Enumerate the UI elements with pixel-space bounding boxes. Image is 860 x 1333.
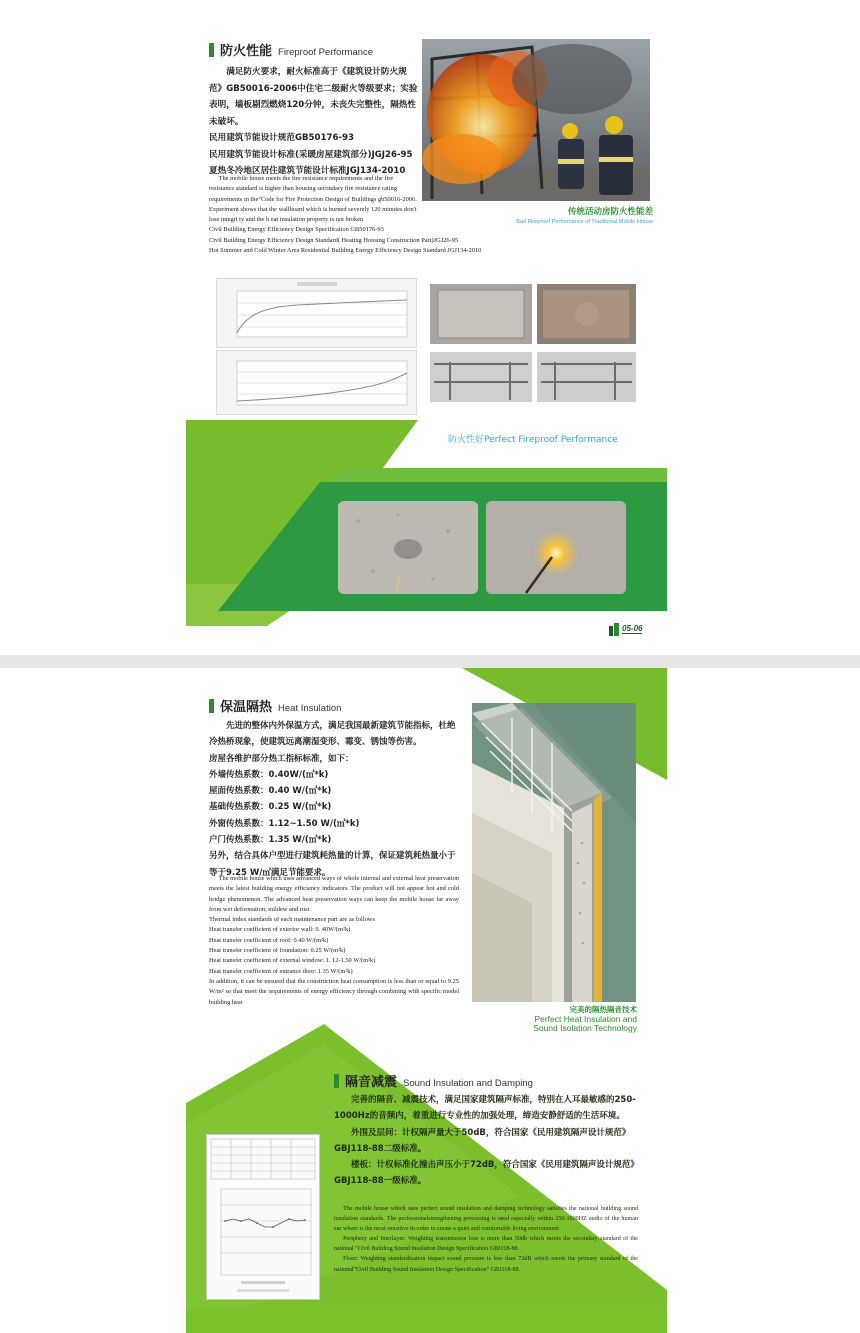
wall-flame-test-photo bbox=[486, 501, 626, 594]
heading-marker bbox=[334, 1074, 339, 1088]
zh-standard: 民用建筑节能设计规范GB50176-93 bbox=[209, 133, 354, 143]
fire-test-chart-1 bbox=[216, 278, 417, 348]
fireproof-zh-text bbox=[209, 64, 419, 180]
fire-test-chart-2 bbox=[216, 350, 417, 415]
building-logo-icon bbox=[608, 622, 620, 636]
zh-standard: 夏热冬冷地区居住建筑节能设计标准JGJ134-2010 bbox=[209, 166, 406, 176]
heading-en: Sound Insulation and Damping bbox=[403, 1078, 533, 1089]
zh-paragraph: 另外，结合具体户型进行建筑耗热量的计算，保证建筑耗热量小于等于9.25 W/㎡满足节能要求。 bbox=[209, 851, 456, 878]
zh-list-item: 外墙传热系数：0.40W/(㎡*k) bbox=[209, 769, 329, 780]
sound-zh-text bbox=[334, 1092, 638, 1190]
en-paragraph: In addition, it can be ensured that the construction heat consumption is less than or equal to 9.25 W/m² so that meet the requirements of energy efficiency through combining with specific model building heat bbox=[209, 977, 459, 1006]
wall-cross-section-illustration bbox=[472, 703, 636, 1002]
heading-zh: 防火性能 bbox=[220, 44, 273, 59]
heading-en: Fireproof Performance bbox=[278, 47, 374, 58]
en-paragraph: Floor: Weighting standardization impact sound pressure is less than 72dB which meets the primary standard of the national"Civil Building Sound Insulation Design Specification" GBJ118-88. bbox=[334, 1256, 638, 1273]
wall-surface-photo bbox=[338, 501, 478, 594]
zh-list-item: 户门传热系数：1.35 W/(㎡*k) bbox=[209, 835, 332, 846]
sound-en-text bbox=[334, 1204, 638, 1275]
caption-zh: 传统活动房防火性能差 bbox=[567, 207, 653, 217]
section-heading-fireproof bbox=[209, 40, 373, 59]
brochure-page-fireproof bbox=[0, 0, 860, 655]
section-heading-sound bbox=[334, 1071, 533, 1090]
caption-en: Bad Fireproof Performance of Traditional Mobile House bbox=[516, 219, 653, 225]
en-standard: Civil Building Energy Efficiency Design Specification GB50176-93 bbox=[209, 226, 384, 234]
burning-house-photo bbox=[422, 39, 650, 201]
en-list-item: Heat transfer coefficient of foundation: 0.25 W/(m²k) bbox=[209, 947, 346, 955]
heading-zh: 隔音减震 bbox=[345, 1075, 398, 1090]
en-list-item: Heat transfer coefficient of exterior wall: 0. 40W/(m²k) bbox=[209, 926, 351, 934]
heading-marker bbox=[209, 699, 214, 713]
zh-standard: 民用建筑节能设计标准(采暖房屋建筑部分)JGJ26-95 bbox=[209, 149, 413, 160]
caption-zh: 完美的隔热隔音技术 bbox=[569, 1005, 637, 1014]
heat-en-text bbox=[209, 874, 459, 1008]
en-list-item: Heat transfer coefficient of external window: 1. 12-1.50 W/(m²k) bbox=[209, 957, 376, 965]
wall-test-photo-3 bbox=[430, 352, 532, 402]
en-list-item: Heat transfer coefficient of roof: 0.40 W/(m²k) bbox=[209, 936, 329, 944]
en-paragraph: The mobile house which uses perfect sound insulation and damping technology satisfies the national building sound insulation standards. The professionalstrengthening processing is used especially within 250-1000HZ audio of the human ear where is the most sensitive in order to create a quiet and comfortable living environment bbox=[334, 1206, 638, 1233]
zh-paragraph: 楼板：计权标准化撞击声压小于72dB，符合国家《民用建筑隔声设计规范》GBJ118-88一级标准。 bbox=[334, 1160, 635, 1187]
fireproof-performance-caption: 防火性好Perfect Fireproof Performance bbox=[448, 435, 618, 445]
brochure-page-insulation bbox=[0, 668, 860, 1333]
wall-test-photo-1 bbox=[430, 284, 532, 344]
en-standard: Hot Summer and Cold Winter Area Residential Building Energy Efficiency Design Standard JGJ134-2010 bbox=[209, 247, 482, 255]
heading-marker bbox=[209, 43, 214, 57]
sound-test-report-scan bbox=[206, 1134, 320, 1300]
heading-en: Heat Insulation bbox=[278, 703, 342, 714]
heading-zh: 保温隔热 bbox=[220, 700, 273, 715]
section-heading-heat-insulation bbox=[209, 696, 341, 715]
en-list-item: Heat transfer coefficient of entrance door: 1.35 W/(m²k) bbox=[209, 967, 353, 975]
page-number bbox=[608, 622, 642, 636]
zh-paragraph: 满足防火要求，耐火标准高于《建筑设计防火规范》GB50016-2006中住宅二级耐火等级要求；实验表明，墙板剔烈燃烧120分钟，未丧失完整性，隔热性未破坏。 bbox=[209, 67, 418, 127]
en-paragraph: Periphery and Interlayer: Weighting transmission loss is more than 50db which meets the secondary standard of the national "Civil Building Sound Insulation Design Specification GBJ118-88. bbox=[334, 1236, 638, 1253]
zh-list-item: 基础传热系数：0.25 W/(㎡*k) bbox=[209, 802, 332, 813]
en-paragraph: The mobile house which uses advanced ways of whole internal and external heat preservation meets the latest building energy efficiency indicators. The product will not appear hot and cold bridge phenomenon. The advanced heat preservation ways can keep the mobile house far away from wet deformation, mildew and rust bbox=[209, 875, 459, 913]
zh-paragraph: 外围及层间：计权隔声量大于50dB，符合国家《民用建筑隔声设计规范》GBJ118-88二级标准。 bbox=[334, 1127, 631, 1154]
wall-illustration-caption bbox=[474, 1004, 637, 1033]
en-standard: Civil Building Energy Efficiency Design Standard( Heating Housing Construction Part)JGJ26-95 bbox=[209, 236, 459, 244]
zh-list-title: 房屋各维护部分热工指标标准，如下： bbox=[209, 753, 354, 764]
wall-test-photo-2 bbox=[537, 284, 636, 344]
caption-en-line: Sound Isolation Technology bbox=[533, 1023, 637, 1033]
wall-test-photo-4 bbox=[537, 352, 636, 402]
en-paragraph: The mobile house meets the fire resistance requirements and the fire resistance standard is higher than housing secondary fire resistance rating requirements in the"Code for Fire Protection Design of Buildings gb50016-2006. Experiment shows that the wallboard which is burned severely 120 minutes don't lose integri ty and the h eat insulation property is not broken bbox=[209, 175, 417, 224]
fire-photo-caption bbox=[488, 205, 653, 225]
en-list-title: Thermal index standards of each maintenance part are as follows bbox=[209, 916, 375, 924]
page-number-text: 05-06 bbox=[622, 624, 643, 633]
caption-en-line: Perfect Heat Insulation and bbox=[534, 1014, 637, 1024]
zh-paragraph: 先进的整体内外保温方式，满足我国最新建筑节能指标，杜绝冷热桥现象，使建筑远离潮湿变形、霉变、锈蚀等伤害。 bbox=[209, 721, 456, 748]
heat-zh-text bbox=[209, 718, 461, 881]
zh-list-item: 屋面传热系数：0.40 W/(㎡*k) bbox=[209, 786, 332, 797]
zh-list-item: 外窗传热系数：1.12~1.50 W/(㎡*k) bbox=[209, 818, 360, 829]
zh-paragraph: 完善的隔音、减震技术，满足国家建筑隔声标准，特别在人耳最敏感的250-1000Hz的音频内，着重进行专业性的加强处理，缔造安静舒适的生活环境。 bbox=[334, 1095, 636, 1122]
